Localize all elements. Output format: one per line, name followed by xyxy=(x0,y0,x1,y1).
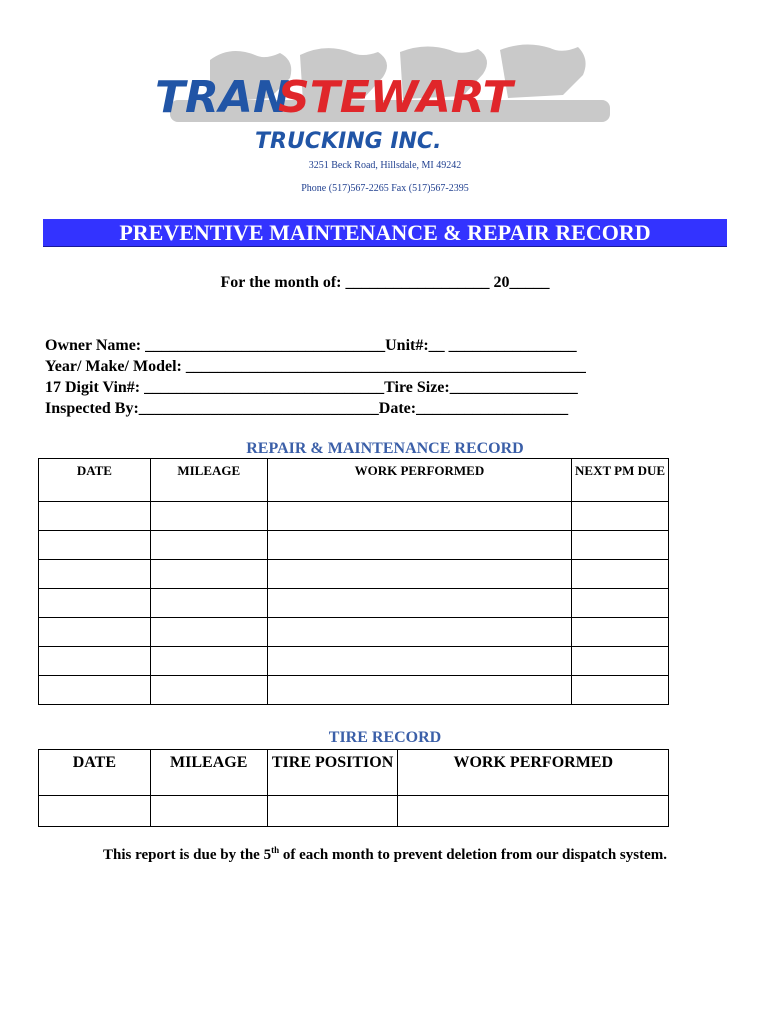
owner-unit-line[interactable]: Owner Name: ______________________________Unit#:__ ________________ xyxy=(45,337,577,354)
repair-section-title: REPAIR & MAINTENANCE RECORD xyxy=(246,440,524,457)
column-header-next-pm-due: NEXT PM DUE xyxy=(572,459,669,502)
table-cell[interactable] xyxy=(572,618,669,647)
company-phone-fax: Phone (517)567-2265 Fax (517)567-2395 xyxy=(301,183,469,194)
vin-tire-size-line[interactable]: 17 Digit Vin#: ______________________________Tire Size:________________ xyxy=(45,379,578,396)
table-cell[interactable] xyxy=(150,676,267,705)
table-cell[interactable] xyxy=(267,502,571,531)
table-cell[interactable] xyxy=(267,676,571,705)
table-cell[interactable] xyxy=(572,560,669,589)
table-row xyxy=(39,589,669,618)
table-cell[interactable] xyxy=(39,796,151,827)
year-make-model-line[interactable]: Year/ Make/ Model: __________________________________________________ xyxy=(45,358,586,375)
note-superscript: th xyxy=(271,845,280,855)
month-field[interactable]: For the month of: __________________ 20_____ xyxy=(220,274,550,291)
table-cell[interactable] xyxy=(39,589,151,618)
table-cell[interactable] xyxy=(267,618,571,647)
table-cell[interactable] xyxy=(398,796,669,827)
tire-section-title: TIRE RECORD xyxy=(328,729,442,746)
table-row xyxy=(39,502,669,531)
column-header-work-performed: WORK PERFORMED xyxy=(267,459,571,502)
table-cell[interactable] xyxy=(572,647,669,676)
repair-maintenance-table xyxy=(38,458,669,705)
table-cell[interactable] xyxy=(572,676,669,705)
logo-word-tran: TRAN xyxy=(155,72,290,123)
table-row xyxy=(39,560,669,589)
table-cell[interactable] xyxy=(267,796,398,827)
column-header-mileage: MILEAGE xyxy=(150,750,267,796)
table-cell[interactable] xyxy=(150,589,267,618)
table-header-row xyxy=(39,459,669,502)
table-cell[interactable] xyxy=(39,676,151,705)
table-cell[interactable] xyxy=(572,589,669,618)
table-cell[interactable] xyxy=(39,502,151,531)
table-cell[interactable] xyxy=(39,531,151,560)
logo-subtitle: TRUCKING INC. xyxy=(255,129,442,154)
inspected-date-line[interactable]: Inspected By:______________________________Date:___________________ xyxy=(45,400,569,417)
due-date-note xyxy=(0,845,770,864)
table-cell[interactable] xyxy=(39,647,151,676)
table-row xyxy=(39,796,669,827)
table-cell[interactable] xyxy=(150,531,267,560)
table-cell[interactable] xyxy=(150,560,267,589)
table-header-row xyxy=(39,750,669,796)
table-row xyxy=(39,618,669,647)
table-cell[interactable] xyxy=(267,647,571,676)
column-header-date: DATE xyxy=(39,750,151,796)
horses-silhouette-icon xyxy=(150,40,620,155)
table-cell[interactable] xyxy=(572,531,669,560)
note-text-before: This report is due by the 5 xyxy=(103,847,272,863)
form-title: PREVENTIVE MAINTENANCE & REPAIR RECORD xyxy=(43,219,727,247)
table-row xyxy=(39,676,669,705)
logo-word-stewart: STEWART xyxy=(278,72,513,123)
table-cell[interactable] xyxy=(267,589,571,618)
table-cell[interactable] xyxy=(267,560,571,589)
company-logo xyxy=(150,40,620,155)
table-cell[interactable] xyxy=(150,618,267,647)
table-cell[interactable] xyxy=(267,531,571,560)
table-cell[interactable] xyxy=(150,647,267,676)
note-text-after: of each month to prevent deletion from our dispatch system. xyxy=(279,847,667,863)
column-header-mileage: MILEAGE xyxy=(150,459,267,502)
column-header-date: DATE xyxy=(39,459,151,502)
table-cell[interactable] xyxy=(572,502,669,531)
table-cell[interactable] xyxy=(39,618,151,647)
table-cell[interactable] xyxy=(39,560,151,589)
table-row xyxy=(39,647,669,676)
company-address: 3251 Beck Road, Hillsdale, MI 49242 xyxy=(308,160,462,171)
table-row xyxy=(39,531,669,560)
column-header-tire-position: TIRE POSITION xyxy=(267,750,398,796)
column-header-work-performed: WORK PERFORMED xyxy=(398,750,669,796)
table-cell[interactable] xyxy=(150,502,267,531)
table-cell[interactable] xyxy=(150,796,267,827)
tire-record-table xyxy=(38,749,669,827)
